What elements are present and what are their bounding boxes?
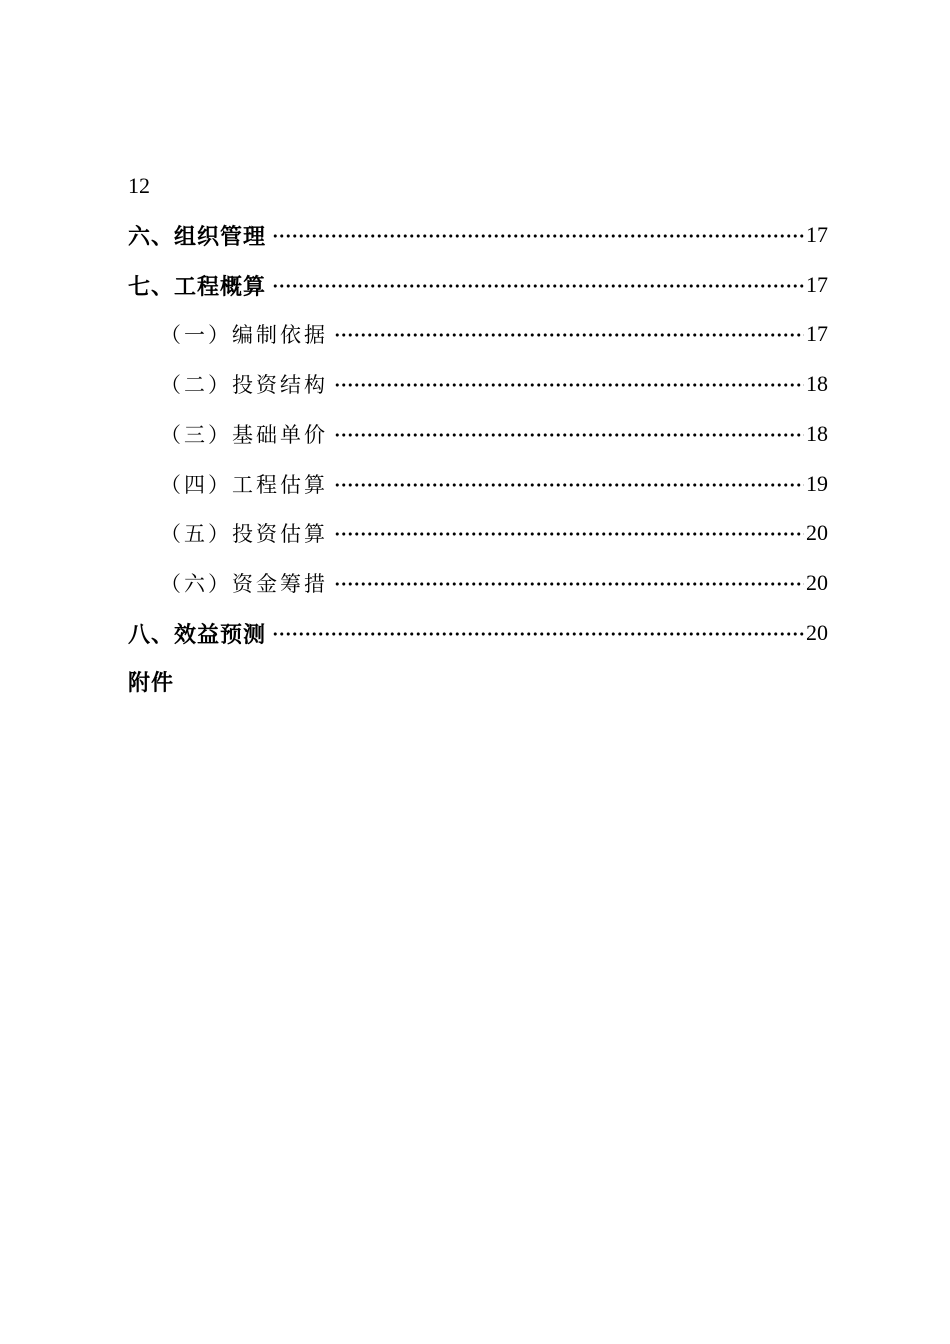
toc-dot-leader: [334, 532, 804, 536]
carried-page-number: 12: [128, 173, 150, 198]
toc-entry-page: 17: [806, 222, 828, 247]
toc-dot-leader: [334, 383, 804, 387]
toc-entry-page: 18: [806, 371, 828, 396]
toc-dot-leader: [272, 632, 804, 636]
toc-subentry-funding[interactable]: [160, 567, 828, 599]
toc-dot-leader: [334, 483, 804, 487]
toc-subentry-investment-estimate[interactable]: [160, 517, 828, 549]
toc-entry-title: （二）投资结构: [160, 373, 328, 397]
toc-entry-page: 20: [806, 570, 828, 595]
toc-entry-page: 19: [806, 471, 828, 496]
toc-entry-page: 20: [806, 620, 828, 645]
toc-entry-budget[interactable]: [128, 269, 828, 301]
toc-entry-page: 17: [806, 272, 828, 297]
toc-dot-leader: [272, 234, 804, 238]
toc-entry-title: （五）投资估算: [160, 522, 328, 546]
toc-subentry-basis[interactable]: [160, 318, 828, 350]
toc-subentry-investment-structure[interactable]: [160, 368, 828, 400]
toc-entry-title: 八、效益预测: [128, 622, 267, 648]
toc-entry-title: （六）资金筹措: [160, 572, 328, 596]
toc-entry-title: （四）工程估算: [160, 473, 328, 497]
toc-subentry-engineering-estimate[interactable]: [160, 468, 828, 500]
toc-dot-leader: [334, 333, 804, 337]
toc-entry-benefit-forecast[interactable]: [128, 617, 828, 649]
toc-dot-leader: [334, 433, 804, 437]
toc-entry-title: （三）基础单价: [160, 423, 328, 447]
toc-entry-title: 七、工程概算: [128, 274, 267, 300]
toc-dot-leader: [272, 284, 804, 288]
toc-entry-title: （一）编制依据: [160, 323, 328, 347]
toc-entry-page: 20: [806, 520, 828, 545]
toc-entry-page: 18: [806, 421, 828, 446]
toc-subentry-unit-price[interactable]: [160, 418, 828, 450]
toc-dot-leader: [334, 582, 804, 586]
toc-entry-title: 六、组织管理: [128, 224, 267, 250]
toc-entry-organization[interactable]: [128, 219, 828, 251]
toc-entry-page: 17: [806, 321, 828, 346]
appendix-heading[interactable]: 附件: [128, 671, 175, 696]
